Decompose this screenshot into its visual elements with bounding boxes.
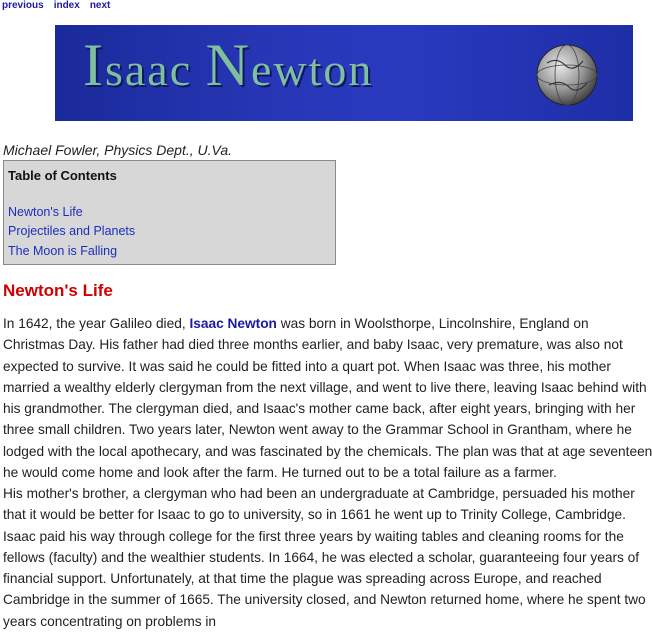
toc-link-newtons-life[interactable]: Newton's Life (8, 205, 83, 219)
author-byline: Michael Fowler, Physics Dept., U.Va. (3, 142, 233, 158)
banner-title-cap-2: N (205, 32, 251, 98)
paragraph-1-rest: was born in Woolsthorpe, Lincolnshire, England on Christmas Day. His father had died three months earlier, and baby Isaac, very premature, was also not expected to survive. It was said he could be fitted into a quart pot. When Isaac was three, his mother married a wealthy elderly clergyman from the next village, and went to live there, leaving Isaac behind with his grandmother. The clergyman died, and Isaac's mother came back, after eight years, bringing with her three small children. Two years later, Newton went away to the Grammar School in Grantham, where he lodged with the local apothecary, and was fascinated by the chemicals. The plan was that at age seventeen he would come home and look after the farm. He turned out to be a total failure as a farmer. (3, 316, 652, 481)
banner-title-cap-1: I (83, 32, 105, 98)
section-heading: Newton's Life (3, 281, 113, 300)
table-of-contents (3, 160, 336, 265)
top-navigation (2, 0, 120, 11)
banner-title-rest-1: saac (104, 44, 206, 95)
toc-link-projectiles-and-planets[interactable]: Projectiles and Planets (8, 224, 136, 238)
paragraph-2: His mother's brother, a clergyman who had been an undergraduate at Cambridge, persuaded his mother that it would be better for Isaac to go to university, so in 1661 he went up to Trinity College, Cambridge. Isaac paid his way through college for the first three years by waiting tables and cleaning rooms for the fellows (faculty) and the wealthier students. In 1664, he was elected a scholar, guaranteeing four years of financial support. Unfortunately, at that time the plague was spreading across Europe, and reached Cambridge in the summer of 1665. The university closed, and Newton returned home, where he spent two years concentrating on problems in (3, 486, 646, 629)
banner-title (83, 31, 373, 100)
banner-title-rest-2: ewton (250, 44, 374, 95)
globe-icon (535, 43, 599, 107)
isaac-newton-banner (55, 25, 633, 121)
isaac-newton-link[interactable]: Isaac Newton (189, 316, 277, 331)
toc-link-moon-is-falling[interactable]: The Moon is Falling (8, 244, 118, 258)
toc-title: Table of Contents (8, 168, 117, 183)
paragraph-1 (3, 313, 652, 483)
paragraph-1-start: In 1642, the year Galileo died, (3, 316, 190, 331)
previous-link[interactable]: previous (2, 0, 44, 11)
next-link[interactable]: next (89, 0, 111, 11)
index-link[interactable]: index (53, 0, 80, 11)
